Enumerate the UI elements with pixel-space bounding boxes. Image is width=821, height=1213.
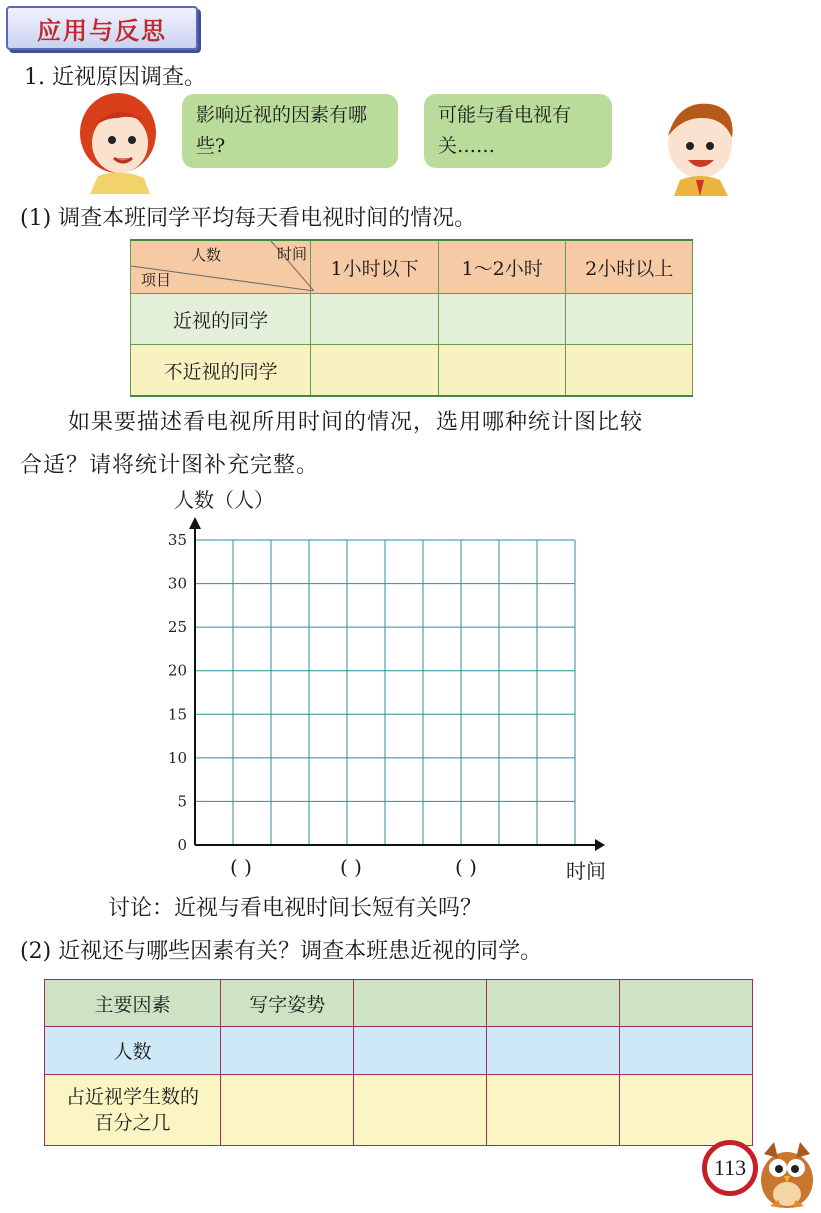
speech-bubble-girl: 影响近视的因素有哪些?	[182, 94, 398, 168]
row-header: 人数	[45, 1027, 221, 1075]
answer-cell[interactable]	[438, 294, 566, 345]
y-tick-label: 20	[167, 661, 187, 680]
question-1-title: 1. 近视原因调查。	[24, 65, 206, 90]
paragraph-line-2: 合适？请将统计图补充完整。	[20, 453, 320, 478]
y-tick-label: 5	[177, 792, 187, 811]
factor-cell[interactable]	[487, 980, 620, 1027]
y-axis-arrow	[189, 517, 201, 529]
paragraph-line-1: 如果要描述看电视所用时间的情况，选用哪种统计图比较	[68, 410, 644, 435]
factor-table	[44, 979, 753, 1146]
column-header: 1～2小时	[438, 240, 566, 294]
factor-cell: 写字姿势	[221, 980, 354, 1027]
corner-label-count: 人数	[191, 246, 222, 264]
y-tick-label: 30	[167, 574, 187, 593]
part-1-title: (1) 调查本班同学平均每天看电视时间的情况。	[20, 206, 477, 231]
x-category-slot-1[interactable]: ( )	[230, 855, 252, 879]
answer-cell[interactable]	[487, 1075, 620, 1146]
answer-cell[interactable]	[620, 1075, 753, 1146]
y-tick-label: 10	[167, 748, 187, 767]
factor-cell[interactable]	[354, 980, 487, 1027]
row-header: 近视的同学	[131, 294, 311, 345]
y-tick-label: 35	[167, 531, 187, 549]
y-tick-label: 25	[167, 618, 187, 637]
answer-cell[interactable]	[221, 1075, 354, 1146]
answer-cell[interactable]	[566, 294, 693, 345]
answer-cell[interactable]	[354, 1075, 487, 1146]
factor-cell[interactable]	[620, 980, 753, 1027]
answer-cell[interactable]	[487, 1027, 620, 1075]
x-category-slot-3[interactable]: ( )	[455, 855, 477, 879]
corner-label-item: 项目	[141, 271, 172, 289]
y-axis-label: 人数（人）	[174, 488, 274, 512]
page-number: 113	[702, 1140, 758, 1196]
owl-mascot-icon	[756, 1134, 818, 1210]
section-title: 应用与反思	[6, 6, 198, 50]
answer-cell[interactable]	[311, 345, 439, 397]
bar-chart-grid	[150, 515, 620, 855]
answer-cell[interactable]	[438, 345, 566, 397]
x-category-slot-2[interactable]: ( )	[340, 855, 362, 879]
row-header: 占近视学生数的百分之几	[45, 1075, 221, 1146]
y-tick-label: 0	[177, 836, 187, 854]
table-corner-cell	[131, 240, 311, 294]
answer-cell[interactable]	[620, 1027, 753, 1075]
x-axis-arrow	[595, 839, 605, 851]
speech-bubble-boy: 可能与看电视有关……	[424, 94, 612, 168]
answer-cell[interactable]	[566, 345, 693, 397]
answer-cell[interactable]	[221, 1027, 354, 1075]
column-header: 1小时以下	[311, 240, 439, 294]
part-2-title: (2) 近视还与哪些因素有关？调查本班患近视的同学。	[20, 939, 543, 964]
corner-label-time: 时间	[277, 245, 308, 263]
x-axis-label: 时间	[566, 859, 606, 883]
answer-cell[interactable]	[354, 1027, 487, 1075]
tv-time-table	[130, 239, 693, 397]
discussion-text: 讨论：近视与看电视时间长短有关吗？	[108, 896, 483, 921]
answer-cell[interactable]	[311, 294, 439, 345]
row-header: 不近视的同学	[131, 345, 311, 397]
row-header: 主要因素	[45, 980, 221, 1027]
girl-avatar	[78, 88, 158, 194]
y-tick-label: 15	[167, 705, 187, 724]
column-header: 2小时以上	[566, 240, 693, 294]
boy-avatar	[658, 96, 740, 196]
